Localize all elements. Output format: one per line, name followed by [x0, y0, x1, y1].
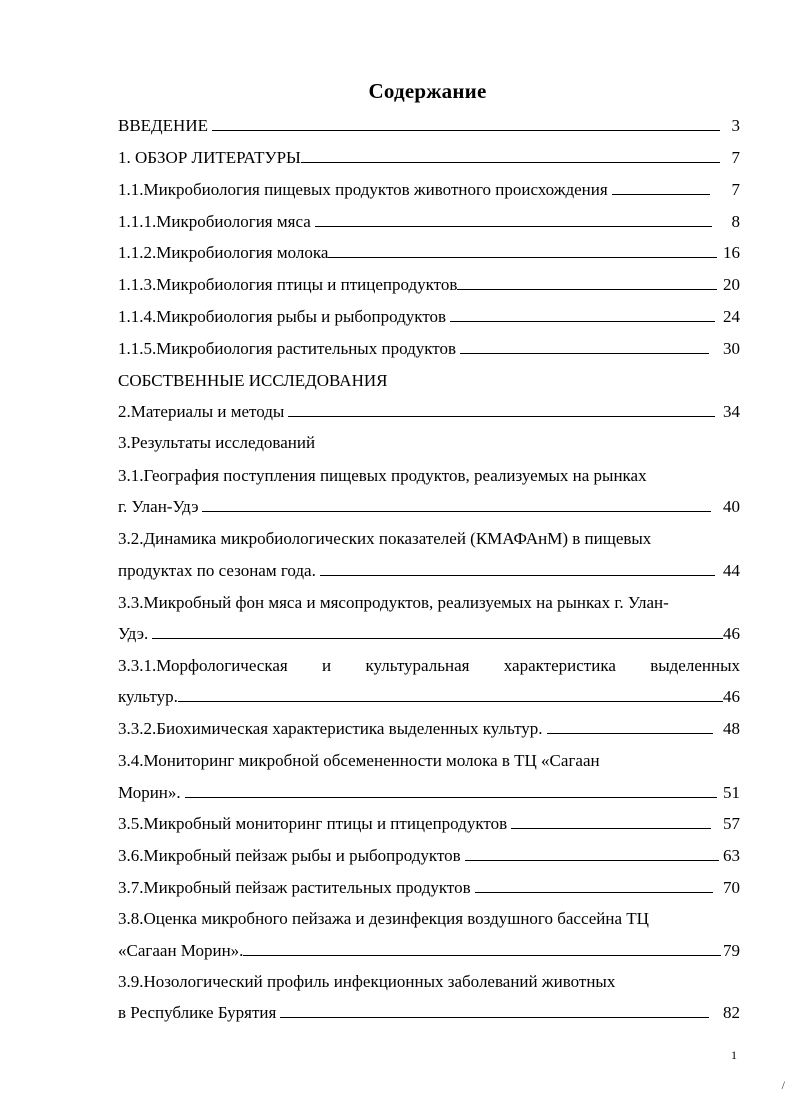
toc-entry-label: 3.6.Микробный пейзаж рыбы и рыбопродуктов: [118, 846, 461, 865]
toc-entry-page: 8: [731, 212, 740, 231]
toc-entry-label: «Сагаан Морин».: [118, 941, 244, 960]
toc-entry-label: 1. ОБЗОР ЛИТЕРАТУРЫ: [118, 148, 301, 167]
toc-leader: [185, 783, 717, 798]
toc-entry-page: 24: [723, 307, 740, 326]
toc-entry-label: Удэ.: [118, 624, 149, 643]
toc-entry[interactable]: [118, 846, 740, 866]
toc-leader: [457, 275, 717, 290]
toc-entry-label: 1.1.5.Микробиология растительных продуктов: [118, 339, 456, 358]
toc-leader: [288, 402, 715, 417]
toc-entry[interactable]: [118, 1003, 740, 1023]
toc-leader: [460, 339, 709, 354]
toc-entry[interactable]: 3.2.Динамика микробиологических показателей (КМАФАнМ) в пищевых: [118, 529, 652, 548]
toc-entry[interactable]: 3.9.Нозологический профиль инфекционных заболеваний животных: [118, 972, 616, 991]
toc-entry[interactable]: 3.Результаты исследований: [118, 433, 316, 452]
toc-entry-page: 40: [723, 497, 740, 516]
toc-entry-label: 1.1.Микробиология пищевых продуктов животного происхождения: [118, 180, 608, 199]
scan-mark: /: [781, 1078, 785, 1092]
toc-entry-page: 20: [723, 275, 740, 294]
toc-entry-page: 46: [723, 624, 740, 643]
toc-entry[interactable]: 3.3.1.Морфологическая и культуральная характеристика выделенных: [118, 656, 740, 675]
toc-entry-label: 3.5.Микробный мониторинг птицы и птицепродуктов: [118, 814, 508, 833]
toc-entry-label: 3.7.Микробный пейзаж растительных продуктов: [118, 878, 471, 897]
toc-leader: [450, 307, 715, 322]
toc-entry-page: 57: [723, 814, 740, 833]
toc-entry-page: 79: [723, 941, 740, 960]
toc-leader: [320, 561, 715, 576]
toc-entry[interactable]: [118, 307, 740, 327]
toc-entry-page: 7: [731, 148, 740, 167]
toc-entry[interactable]: [118, 339, 740, 359]
toc-entry-label: продуктах по сезонам года.: [118, 561, 316, 580]
toc-leader: [475, 878, 713, 893]
toc-entry-label: ВВЕДЕНИЕ: [118, 116, 208, 135]
toc-entry-label: 1.1.4.Микробиология рыбы и рыбопродуктов: [118, 307, 447, 326]
toc-entry-page: 16: [723, 243, 740, 262]
toc-leader: [511, 814, 711, 829]
toc-section-heading[interactable]: СОБСТВЕННЫЕ ИССЛЕДОВАНИЯ: [118, 371, 388, 390]
page-number: 1: [731, 1048, 737, 1062]
toc-leader: [328, 243, 717, 258]
toc-entry[interactable]: 3.1.География поступления пищевых продуктов, реализуемых на рынках: [118, 466, 647, 485]
toc-entry-label: культур.: [118, 687, 178, 706]
toc-entry-page: 34: [723, 402, 740, 421]
toc-entry-label: Морин».: [118, 783, 181, 802]
toc-entry-label: 2.Материалы и методы: [118, 402, 285, 421]
toc-entry[interactable]: [118, 719, 740, 739]
toc-entry[interactable]: [118, 561, 740, 581]
toc-entry-label: в Республике Бурятия: [118, 1003, 277, 1022]
toc-entry[interactable]: 3.3.Микробный фон мяса и мясопродуктов, реализуемых на рынках г. Улан-: [118, 593, 669, 612]
toc-entry[interactable]: [118, 497, 740, 517]
toc-entry-page: 3: [731, 116, 740, 135]
toc-leader: [280, 1003, 709, 1018]
toc-entry[interactable]: [118, 783, 740, 803]
toc-entry-label: г. Улан-Удэ: [118, 497, 199, 516]
toc-entry-page: 46: [723, 687, 740, 706]
toc-entry-page: 44: [723, 561, 740, 580]
toc-entry[interactable]: [118, 148, 740, 168]
toc-entry[interactable]: [118, 878, 740, 898]
toc-entry-page: 82: [723, 1003, 740, 1022]
toc-entry[interactable]: 3.8.Оценка микробного пейзажа и дезинфекция воздушного бассейна ТЦ: [118, 909, 649, 928]
toc-leader: [243, 941, 721, 956]
toc-entry-page: 51: [723, 783, 740, 802]
toc-leader: [612, 180, 710, 195]
toc-leader: [178, 687, 723, 702]
toc-entry-label: 3.3.2.Биохимическая характеристика выделенных культур.: [118, 719, 543, 738]
toc-entry-page: 63: [723, 846, 740, 865]
toc-entry[interactable]: [118, 624, 740, 644]
toc-leader: [301, 148, 720, 163]
toc-leader: [212, 116, 720, 131]
toc-leader: [202, 497, 711, 512]
toc-entry[interactable]: [118, 814, 740, 834]
toc-entry[interactable]: [118, 180, 740, 200]
toc-entry[interactable]: [118, 941, 740, 961]
toc-entry-page: 48: [723, 719, 740, 738]
toc-leader: [547, 719, 713, 734]
toc-entry[interactable]: [118, 116, 740, 136]
toc-entry[interactable]: [118, 275, 740, 295]
toc-entry[interactable]: 3.4.Мониторинг микробной обсемененности молока в ТЦ «Сагаан: [118, 751, 600, 770]
toc-entry-label: 1.1.1.Микробиология мяса: [118, 212, 311, 231]
toc-entry-page: 30: [723, 339, 740, 358]
toc-entry-page: 70: [723, 878, 740, 897]
toc-entry[interactable]: [118, 212, 740, 232]
page-title: Содержание: [368, 79, 487, 103]
toc-leader: [315, 212, 712, 227]
toc-entry-label: 1.1.3.Микробиология птицы и птицепродуктов: [118, 275, 458, 294]
toc-entry[interactable]: [118, 687, 740, 707]
toc-leader: [465, 846, 719, 861]
toc-entry-label: 1.1.2.Микробиология молока: [118, 243, 329, 262]
toc-leader: [152, 624, 723, 639]
toc-entry[interactable]: [118, 243, 740, 263]
toc-entry-page: 7: [731, 180, 740, 199]
toc-entry[interactable]: [118, 402, 740, 422]
